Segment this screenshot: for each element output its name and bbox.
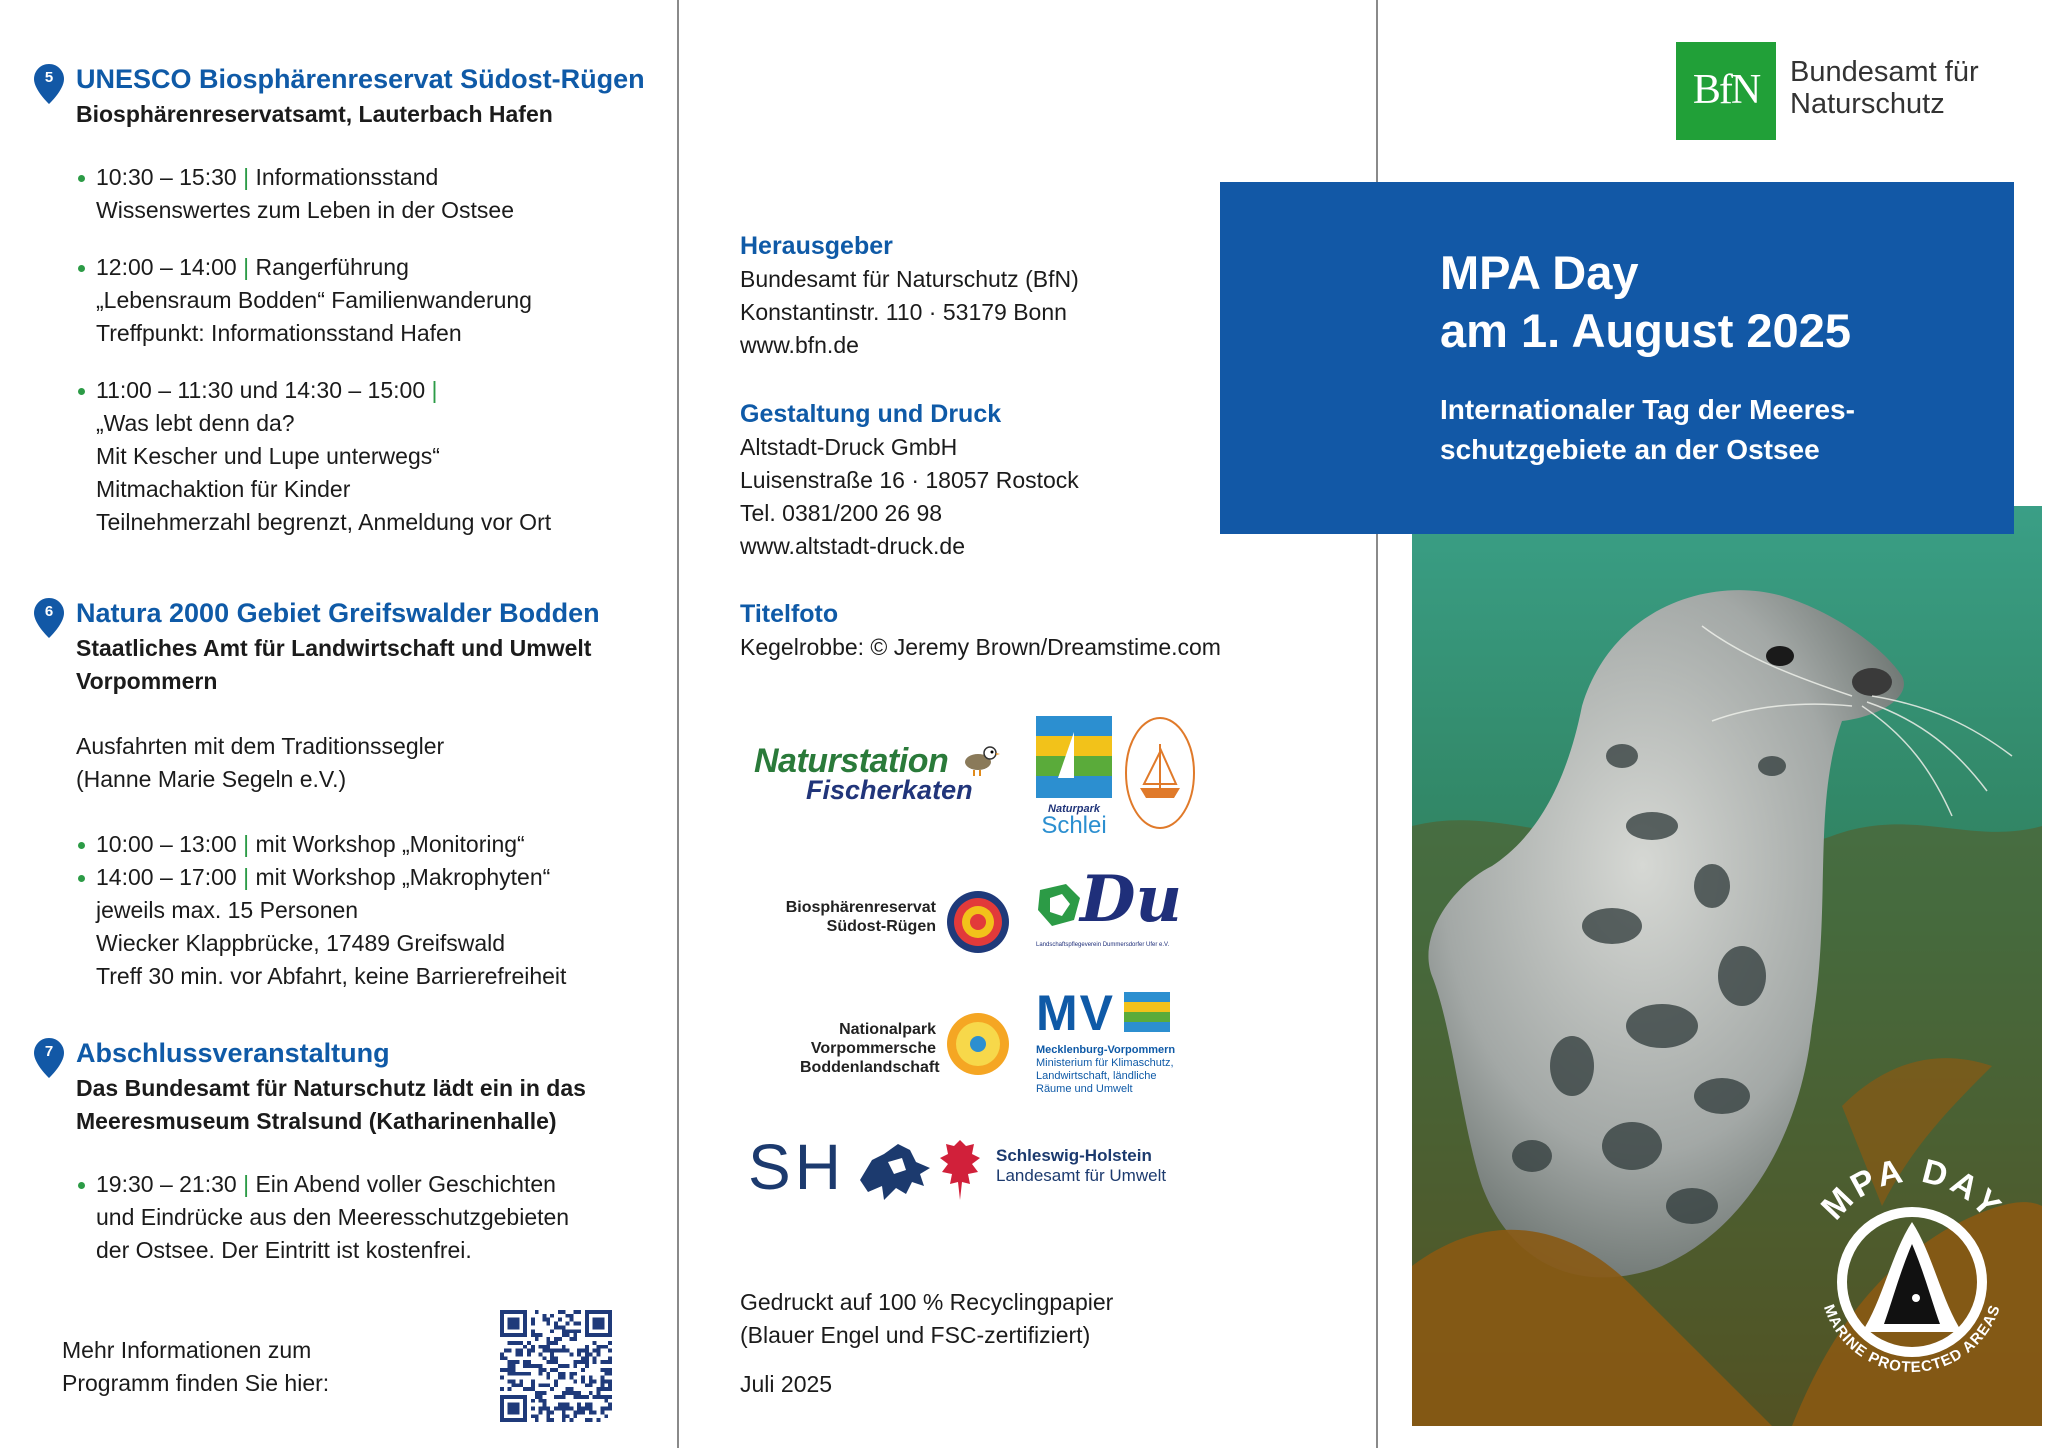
- section-title: Abschlussveranstaltung: [76, 1038, 390, 1068]
- publisher-line: Bundesamt für Naturschutz (BfN): [740, 266, 1079, 292]
- cover-title-line: am 1. August 2025: [1440, 304, 1851, 357]
- item-detail: Wissenswertes zum Leben in der Ostsee: [96, 197, 515, 223]
- item-detail: Treffpunkt: Informationsstand Hafen: [96, 320, 462, 346]
- mv-logo: [1036, 985, 1196, 1096]
- naturstation-logo: [754, 742, 973, 806]
- section-subtitle: Staatliches Amt für Landwirtschaft und Umwelt: [76, 635, 592, 661]
- list-item: 12:00 – 14:00 | Rangerführung „Lebensraum Bodden“ Familienwanderung Treffpunkt: Informationsstand Hafen: [76, 251, 674, 350]
- item-text: Ein Abend voller Geschichten: [255, 1171, 556, 1197]
- fischerkaten-text: Fischerkaten: [806, 775, 973, 805]
- list-item: 10:00 – 13:00 | mit Workshop „Monitoring“: [76, 828, 674, 861]
- section-5: [34, 62, 674, 539]
- design-title: Gestaltung und Druck: [740, 400, 1002, 428]
- printed-note: [740, 1286, 1113, 1352]
- item-detail: der Ostsee. Der Eintritt ist kostenfrei.: [96, 1237, 472, 1263]
- item-time: 11:00 – 11:30 und 14:30 – 15:00: [96, 377, 426, 403]
- mv-subtitle: Ministerium für Klimaschutz,: [1036, 1057, 1174, 1069]
- qr-code[interactable]: [500, 1310, 612, 1422]
- item-detail: Treff 30 min. vor Abfahrt, keine Barrierefreiheit: [96, 963, 567, 989]
- item-time: 10:00 – 13:00: [96, 831, 237, 857]
- sh-subtitle: Landesamt für Umwelt: [996, 1166, 1167, 1185]
- design-line: Luisenstraße 16 · 18057 Rostock: [740, 467, 1079, 493]
- du-subtitle: Landschaftspflegeverein Dummersdorfer Ufer e.V.: [1036, 942, 1170, 948]
- sh-logo-text: SH: [748, 1131, 845, 1203]
- map-pin-icon: [34, 1038, 64, 1078]
- item-time: 10:30 – 15:30: [96, 164, 237, 190]
- print-date: Juli 2025: [740, 1371, 833, 1397]
- bfn-name: [1790, 56, 1979, 120]
- publisher-block: [740, 230, 1079, 362]
- list-item: 11:00 – 11:30 und 14:30 – 15:00 | „Was lebt denn da? Mit Kescher und Lupe unterwegs“ Mitmachaktion für Kinder Teilnehmerzahl begrenzt, Anmeldung vor Ort: [76, 374, 674, 539]
- item-text: Informationsstand: [255, 164, 439, 190]
- mv-text: MV: [1036, 985, 1115, 1041]
- biosphere-line: Südost-Rügen: [826, 918, 936, 935]
- bfn-mark-text: BfN: [1692, 67, 1760, 113]
- schlei-emblem-icon: [1036, 716, 1112, 798]
- nationalpark-line: Boddenlandschaft: [800, 1059, 940, 1076]
- more-info-line: Programm finden Sie hier:: [62, 1370, 330, 1396]
- item-detail: jeweils max. 15 Personen: [96, 897, 359, 923]
- sh-subtitle: Schleswig-Holstein: [996, 1146, 1152, 1165]
- section-title: UNESCO Biosphärenreservat Südost-Rügen: [76, 64, 645, 94]
- section-subtitle: Das Bundesamt für Naturschutz lädt ein in das: [76, 1075, 586, 1101]
- item-detail: „Lebensraum Bodden“ Familienwanderung: [96, 287, 532, 313]
- section-subtitle: Meeresmuseum Stralsund (Katharinenhalle): [76, 1108, 557, 1134]
- badge-bottom-text: MARINE PROTECTED AREAS: [1820, 1302, 2004, 1377]
- more-info-text: [62, 1334, 329, 1400]
- paragraph-line: (Hanne Marie Segeln e.V.): [76, 766, 347, 792]
- biosphere-line: Biosphärenreservat: [785, 899, 936, 916]
- item-detail: Mit Kescher und Lupe unterwegs“: [96, 443, 440, 469]
- bird-icon: [960, 742, 1000, 776]
- item-time: 14:00 – 17:00: [96, 864, 237, 890]
- program-panel: [0, 0, 676, 1448]
- section-6: [34, 596, 674, 993]
- seal-photo: [1412, 506, 2042, 1426]
- photo-credit-line: Kegelrobbe: © Jeremy Brown/Dreamstime.com: [740, 634, 1221, 660]
- section-7: [34, 1036, 674, 1267]
- item-detail: „Was lebt denn da?: [96, 410, 295, 436]
- nationalpark-line: Nationalpark: [839, 1021, 936, 1038]
- cover-subtitle-line: Internationaler Tag der Meeres-: [1440, 394, 1855, 425]
- pin-number: 7: [44, 1043, 54, 1060]
- list-item: 10:30 – 15:30 | Informationsstand Wissenswertes zum Leben in der Ostsee: [76, 161, 674, 227]
- bfn-name-line: Naturschutz: [1790, 88, 1945, 120]
- item-detail: und Eindrücke aus den Meeresschutzgebieten: [96, 1204, 570, 1230]
- biosphere-logo-text: [750, 898, 936, 936]
- section-title: Natura 2000 Gebiet Greifswalder Bodden: [76, 598, 600, 628]
- lion-crest-icon: [854, 1140, 934, 1204]
- sh-authority-text: [996, 1146, 1166, 1186]
- biosphere-target-icon: [946, 890, 1010, 954]
- schlei-logo: [1036, 716, 1112, 837]
- nationalpark-sun-icon: [946, 1012, 1010, 1076]
- map-pin-icon: [34, 598, 64, 638]
- cover-title-line: MPA Day: [1440, 246, 1639, 299]
- pin-number: 6: [44, 603, 54, 620]
- cover-subtitle-line: schutzgebiete an der Ostsee: [1440, 434, 1820, 465]
- item-text: mit Workshop „Makrophyten“: [255, 864, 551, 890]
- section-subtitle: Vorpommern: [76, 668, 218, 694]
- list-item: 19:30 – 21:30 | Ein Abend voller Geschichten und Eindrücke aus den Meeresschutzgebieten der Ostsee. Der Eintritt ist kostenfrei.: [76, 1168, 674, 1267]
- item-detail: Mitmachaktion für Kinder: [96, 476, 351, 502]
- photo-credit-title: Titelfoto: [740, 600, 839, 628]
- list-item: 14:00 – 17:00 | mit Workshop „Makrophyten“ jeweils max. 15 Personen Wiecker Klappbrücke, 17489 Greifswald Treff 30 min. vor Abfahrt, keine Barrierefreiheit: [76, 861, 674, 993]
- design-line: Altstadt-Druck GmbH: [740, 434, 958, 460]
- design-link[interactable]: www.altstadt-druck.de: [740, 533, 965, 559]
- mpa-day-badge-icon: [1792, 1152, 2032, 1392]
- printed-line: Gedruckt auf 100 % Recyclingpapier: [740, 1289, 1114, 1315]
- mv-subtitle: Räume und Umwelt: [1036, 1083, 1133, 1095]
- design-line: Tel. 0381/200 26 98: [740, 500, 943, 526]
- pin-number: 5: [44, 69, 54, 86]
- bfn-name-line: Bundesamt für: [1790, 56, 1979, 88]
- nettle-crest-icon: [940, 1140, 980, 1200]
- item-time: 19:30 – 21:30: [96, 1171, 237, 1197]
- schlei-text: Schlei: [1041, 812, 1107, 839]
- publisher-link[interactable]: www.bfn.de: [740, 332, 859, 358]
- naturstation-text: Naturstation: [754, 742, 949, 780]
- item-text: mit Workshop „Monitoring“: [255, 831, 525, 857]
- fold-line-left: [677, 0, 679, 1448]
- map-pin-icon: [34, 64, 64, 104]
- naturpark-text: Naturpark: [1048, 803, 1100, 815]
- section-subtitle: Biosphärenreservatsamt, Lauterbach Hafen: [76, 101, 553, 127]
- mv-subtitle: Mecklenburg-Vorpommern: [1036, 1044, 1176, 1056]
- cover-title-box: [1220, 182, 2014, 534]
- item-time: 12:00 – 14:00: [96, 254, 237, 280]
- island-icon: [1036, 880, 1084, 930]
- mv-flag-icon: [1124, 992, 1170, 1032]
- ship-seal-icon: [1124, 716, 1196, 830]
- item-detail: Wiecker Klappbrücke, 17489 Greifswald: [96, 930, 506, 956]
- publisher-line: Konstantinstr. 110 · 53179 Bonn: [740, 299, 1067, 325]
- nationalpark-logo-text: [800, 1020, 940, 1077]
- item-text: Rangerführung: [255, 254, 409, 280]
- printed-line: (Blauer Engel und FSC-zertifiziert): [740, 1322, 1091, 1348]
- item-detail: Teilnehmerzahl begrenzt, Anmeldung vor Ort: [96, 509, 552, 535]
- nationalpark-line: Vorpommersche: [810, 1040, 936, 1057]
- bfn-logo: [1676, 42, 1776, 140]
- section-paragraph: [76, 730, 674, 796]
- more-info-line: Mehr Informationen zum: [62, 1337, 312, 1363]
- du-text: Du: [1080, 862, 1183, 937]
- design-block: [740, 398, 1079, 563]
- paragraph-line: Ausfahrten mit dem Traditionssegler: [76, 733, 445, 759]
- imprint-panel: [740, 0, 1300, 1448]
- mv-subtitle: Landwirtschaft, ländliche: [1036, 1070, 1157, 1082]
- publisher-title: Herausgeber: [740, 232, 893, 260]
- badge-top-text: MPA DAY: [1813, 1152, 2011, 1228]
- photo-credit-block: [740, 598, 1221, 664]
